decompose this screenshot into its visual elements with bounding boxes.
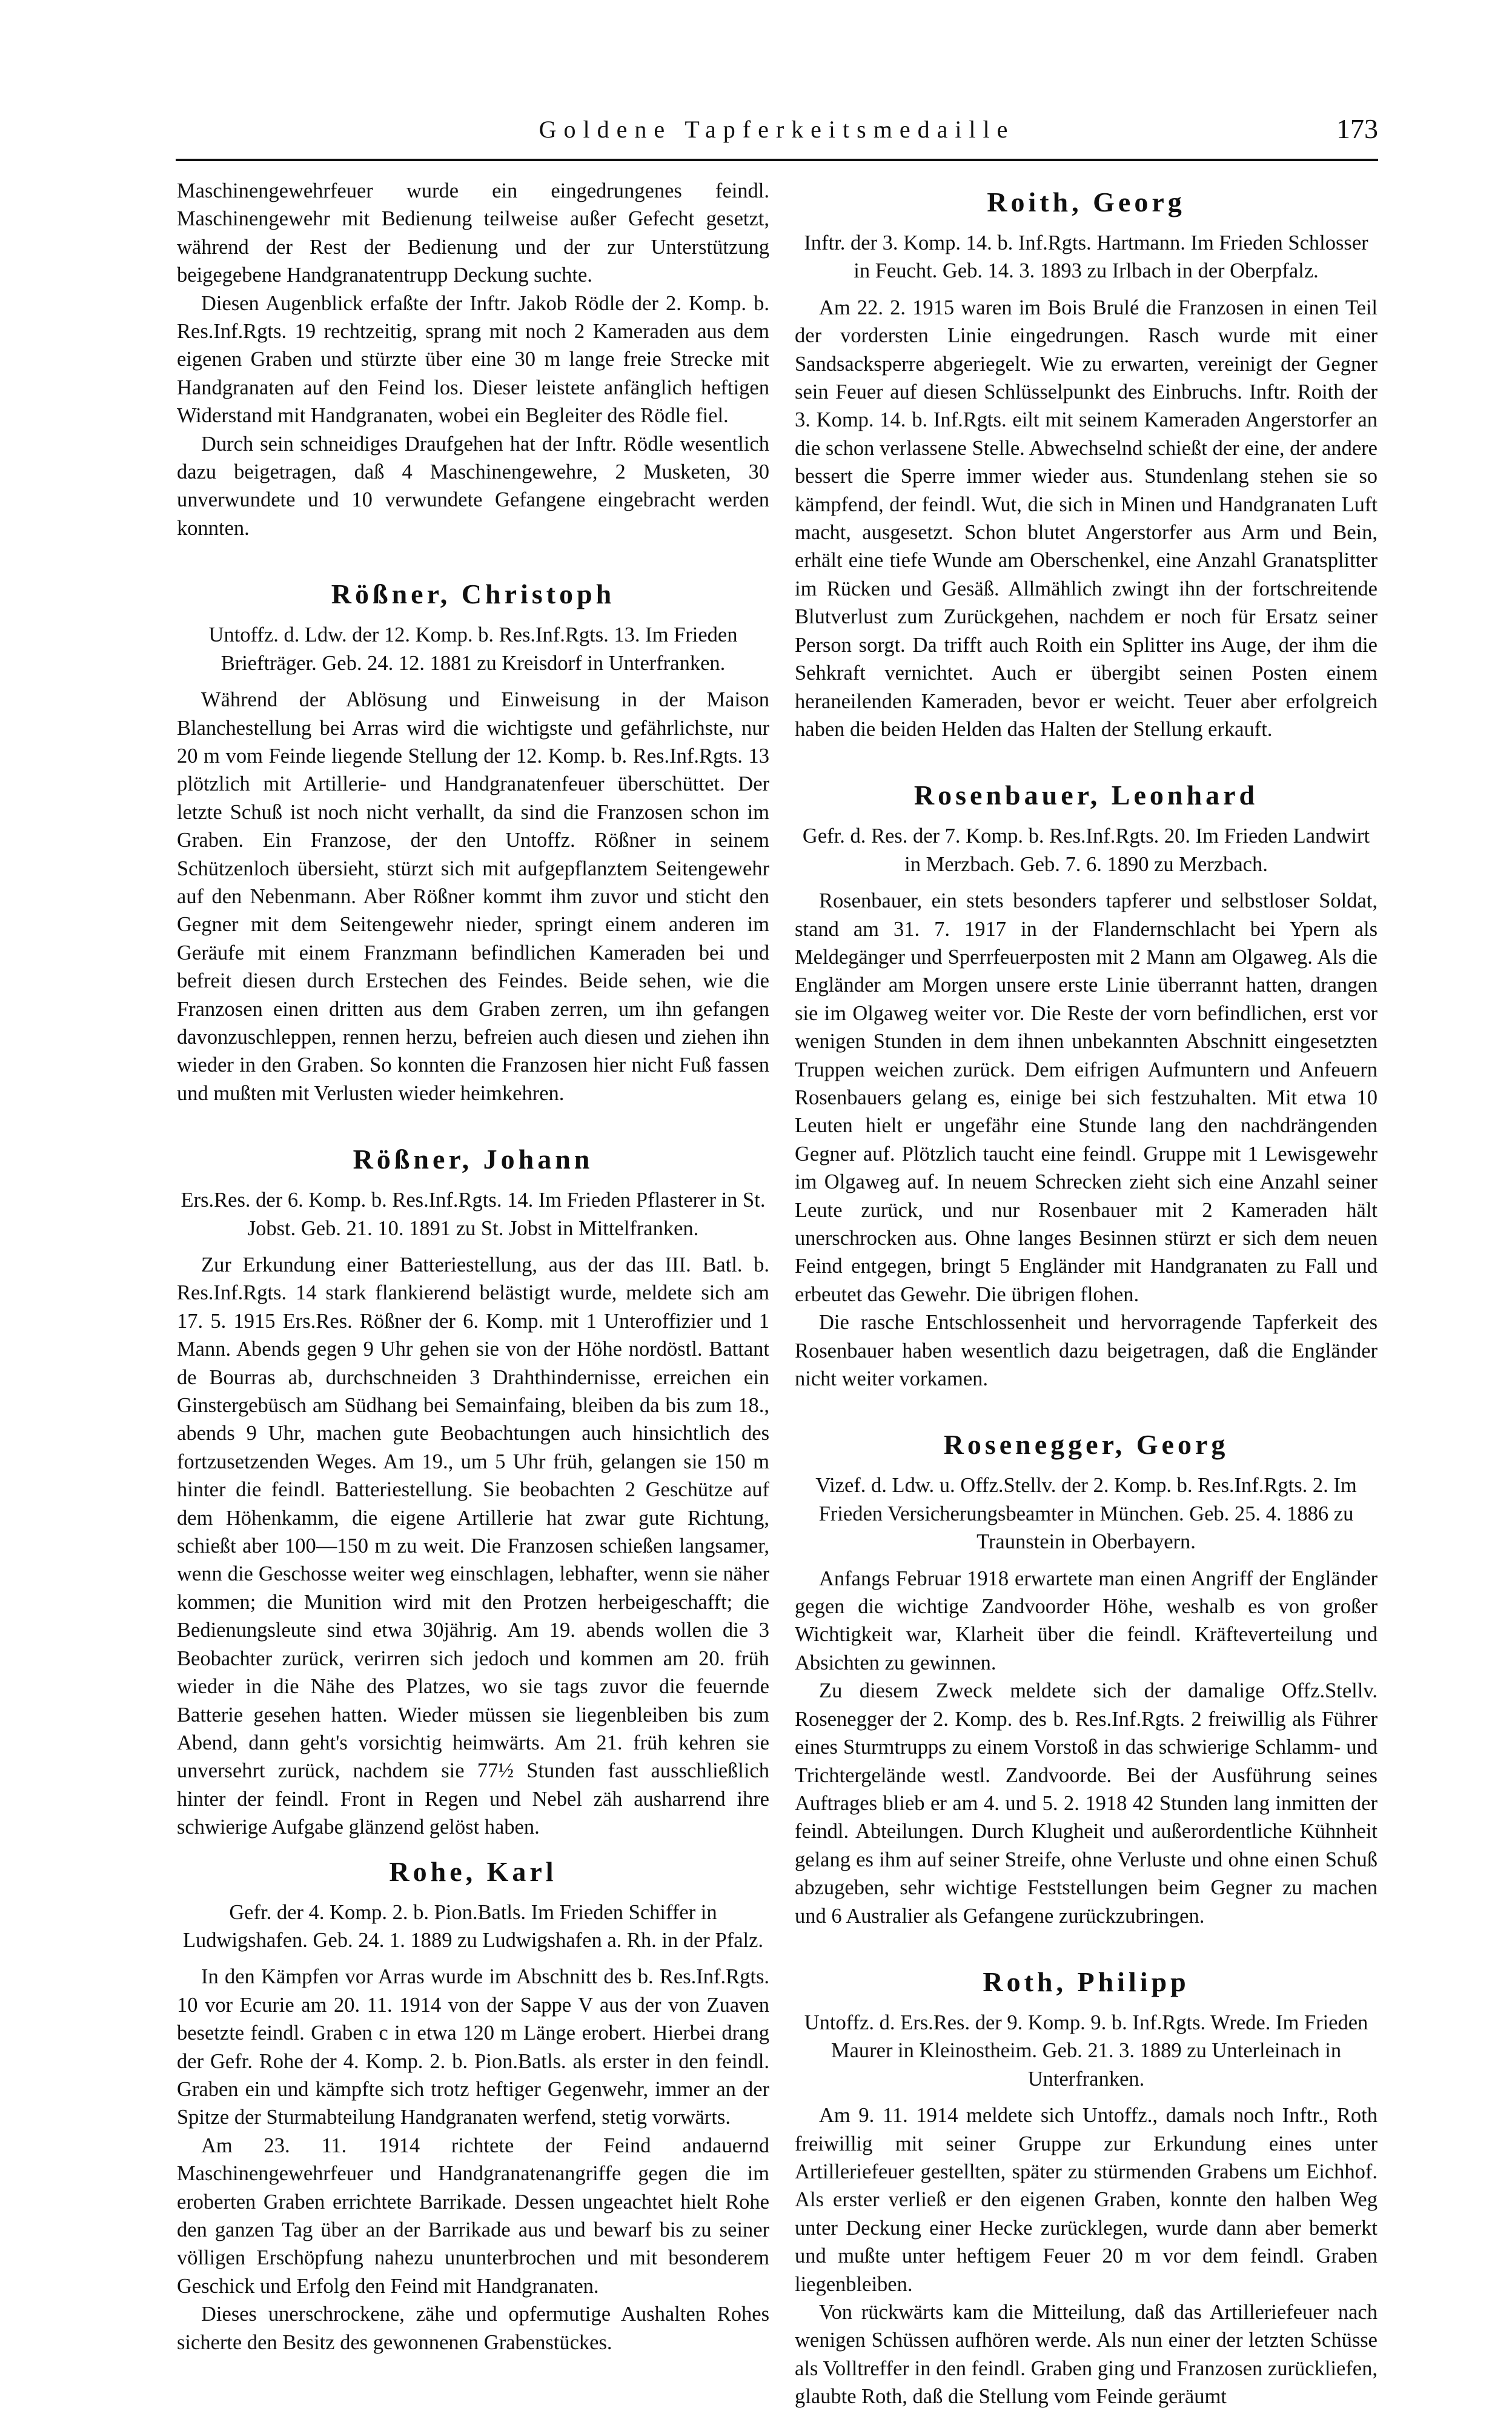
entry-meta: Ers.Res. der 6. Komp. b. Res.Inf.Rgts. 14. Im Frieden Pflasterer in St. Jobst. Geb. 21. 10. 1891 zu St. Jobst in Mittelfranken.	[181, 1189, 766, 1240]
entry-name: Roth, Philipp	[983, 1966, 1190, 1997]
entry-name: Rößner, Christoph	[331, 579, 615, 610]
entry-roessner-christoph	[177, 577, 769, 1107]
running-title: Goldene Tapferkeitsmedaille	[539, 116, 1015, 143]
entry-name: Rosenegger, Georg	[943, 1429, 1229, 1461]
entry-paragraph: Am 23. 11. 1914 richtete der Feind andauernd Maschinengewehrfeuer und Handgranatenangriffe gegen die im eroberten Graben errichtete Barrikade. Dessen ungeachtet hielt Rohe den ganzen Tag über an der Barrikade aus und bewarf bis zu seiner völligen Erschöpfung nahezu ununterbrochen und mit besonderem Geschick und Erfolg den Feind mit Handgranaten.	[177, 2134, 769, 2298]
page-number: 173	[1336, 113, 1378, 144]
entry-paragraph: Rosenbauer, ein stets besonders tapferer und selbstloser Soldat, stand am 31. 7. 1917 in der Flandernschlacht bei Ypern als Meldegänger und Sperrfeuerposten mit 2 Mann am Olgaweg. Als die Engländer am Morgen unsere erste Linie überrannt hatten, drangen sie im Olgaweg weiter vor. Die Reste der vorn befindlichen, erst vor wenigen Stunden in dem ihnen unbekannten Abschnitt eingesetzten Truppen weichen zurück. Dem eifrigen Aufmuntern und Anfeuern Rosenbauers gelang es, einige bei sich festzuhalten. Mit etwa 10 Leuten hielt er ungefähr eine Stunde lang den nachdrängenden Gegner auf. Plötzlich taucht eine feindl. Gruppe mit 1 Lewisgewehr im Olgaweg auf. In neuem Schrecken zieht sich eine Anzahl seiner Leute zurück, und nur Rosenbauer mit 2 Kameraden hält unerschrocken aus. Ohne langes Besinnen stürzt er sich dem neuen Feind entgegen, bringt 5 Engländer mit Handgranaten zu Fall und erbeutet das Gewehr. Die übrigen flohen.	[795, 889, 1378, 1306]
entry-meta: Vizef. d. Ldw. u. Offz.Stellv. der 2. Komp. b. Res.Inf.Rgts. 2. Im Frieden Versicherungsbeamter in München. Geb. 25. 4. 1886 zu Traunstein in Oberbayern.	[815, 1474, 1357, 1554]
entry-roessner-johann	[177, 1142, 769, 1841]
entry-name: Rößner, Johann	[353, 1144, 594, 1175]
header-rule	[176, 159, 1378, 161]
entry-paragraph: Zu diesem Zweck meldete sich der damalige Offz.Stellv. Rosenegger der 2. Komp. des b. Res.Inf.Rgts. 2 freiwillig als Führer eines Sturmtrupps zu einem Vorstoß in das schwierige Schlamm- und Trichtergelände westl. Zandvoorde. Bei der Ausführung seines Auftrages blieb er am 4. und 5. 2. 1918 42 Stunden lang inmitten der feindl. Abteilungen. Durch Klugheit und außerordentliche Kühnheit gelang es ihm auf seiner Streife, ohne Verluste und ohne einen Schuß abzugeben, sehr wichtige Feststellungen beim Gegner zu machen und 6 Australier als Gefangene zurückzubringen.	[795, 1679, 1378, 1928]
entry-paragraph: Am 9. 11. 1914 meldete sich Untoffz., damals noch Inftr., Roth freiwillig mit seiner Gruppe zur Erkundung eines unter Artilleriefeuer gestellten, später zu stürmenden Grabens um Eichhof. Als erster verließ er den eigenen Graben, konnte den halben Weg unter Deckung einer Hecke zurücklegen, wurde dann aber bemerkt und mußte unter heftigem Feuer 20 m vor dem feindl. Graben liegenbleiben.	[795, 2104, 1378, 2296]
continuation-paragraph: Diesen Augenblick erfaßte der Inftr. Jakob Rödle der 2. Komp. b. Res.Inf.Rgts. 19 rechtzeitig, sprang mit noch 2 Kameraden aus dem eigenen Graben und stürzte über eine 30 m lange freie Strecke mit Handgranaten auf den Feind los. Dieser leistete anfänglich heftigen Widerstand mit Handgranaten, wobei ein Begleiter des Rödle fiel.	[177, 291, 769, 428]
entry-meta: Inftr. der 3. Komp. 14. b. Inf.Rgts. Hartmann. Im Frieden Schlosser in Feucht. Geb. 14. 3. 1893 zu Irlbach in der Oberpfalz.	[804, 231, 1368, 283]
continuation-paragraph: Durch sein schneidiges Draufgehen hat der Inftr. Rödle wesentlich dazu beigetragen, daß 4 Maschinengewehre, 2 Musketen, 30 unverwundete und 10 verwundete Gefangene eingebracht werden konnten.	[177, 432, 769, 540]
running-header	[176, 109, 1378, 158]
entry-name: Roith, Georg	[987, 187, 1185, 217]
left-column	[177, 177, 769, 2356]
right-column	[795, 177, 1378, 2411]
entry-meta: Untoffz. d. Ldw. der 12. Komp. b. Res.Inf.Rgts. 13. Im Frieden Briefträger. Geb. 24. 12. 1881 zu Kreisdorf in Unterfranken.	[208, 623, 738, 675]
entry-rosenegger-georg	[795, 1428, 1378, 1930]
entry-paragraph: Während der Ablösung und Einweisung in der Maison Blanchestellung bei Arras wird die wichtigste und gefährlichste, nur 20 m vom Feinde liegende Stellung der 12. Komp. b. Res.Inf.Rgts. 13 plötzlich mit Artillerie- und Handgranatenfeuer überschüttet. Der letzte Schuß ist noch nicht verhallt, da sind die Franzosen schon im Graben. Ein Franzose, der den Untoffz. Rößner in seinem Schützenloch übersieht, stürzt sich mit aufgepflanztem Seitengewehr auf den Nebenmann. Aber Rößner kommt ihm zuvor und sticht den Gegner mit dem Seitengewehr nieder, springt einem anderen im Geräufe mit einem Franzmann befindlichen Kameraden bei und befreit diesen durch Erstechen des Feindes. Beide sehen, wie die Franzosen einen dritten aus dem Graben zerren, um ihn gefangen davonzuschleppen, rennen herzu, befreien auch diesen und ziehen ihn wieder in den Graben. So konnten die Franzosen hier nicht Fuß fassen und mußten mit Verlusten wieder heimkehren.	[177, 688, 769, 1105]
entry-meta: Gefr. der 4. Komp. 2. b. Pion.Batls. Im Frieden Schiffer in Ludwigshafen. Geb. 24. 1. 1889 zu Ludwigshafen a. Rh. in der Pfalz.	[182, 1900, 764, 1952]
entry-paragraph: In den Kämpfen vor Arras wurde im Abschnitt des b. Res.Inf.Rgts. 10 vor Ecurie am 20. 11. 1914 von der Sappe V aus der von Zuaven besetzte feindl. Graben c in etwa 120 m Länge erobert. Hierbei drang der Gefr. Rohe der 4. Komp. 2. b. Pion.Batls. als erster in den feindl. Graben ein und kämpfte sich trotz heftiger Gegenwehr, immer an der Spitze der Sturmabteilung Handgranaten werfend, stetig vorwärts.	[177, 1965, 769, 2129]
entry-name: Rohe, Karl	[389, 1856, 557, 1887]
entry-meta: Untoffz. d. Ers.Res. der 9. Komp. 9. b. Inf.Rgts. Wrede. Im Frieden Maurer in Kleinostheim. Geb. 21. 3. 1889 zu Unterleinach in Unterfranken.	[804, 2011, 1368, 2091]
entry-paragraph: Die rasche Entschlossenheit und hervorragende Tapferkeit des Rosenbauer haben wesentlich dazu beigetragen, daß die Engländer nicht weiter vorkamen.	[795, 1311, 1378, 1391]
entry-paragraph: Zur Erkundung einer Batteriestellung, aus der das III. Batl. b. Res.Inf.Rgts. 14 stark flankierend belästigt wurde, meldete sich am 17. 5. 1915 Ers.Res. Rößner der 6. Komp. mit 1 Unteroffizier und 1 Mann. Abends gegen 9 Uhr gehen sie von der Höhe nordöstl. Battant de Bourras ab, durchschneiden 3 Drahthindernisse, erreichen ein Ginstergebüsch am Südhang bei Semainfaing, bleiben da bis zum 18., abends 9 Uhr, machen gute Beobachtungen auch hinsichtlich des fortzusetzenden Weges. Am 19., um 5 Uhr früh, gelangen sie 150 m hinter die feindl. Batteriestellung. Sie beobachten 2 Geschütze auf dem Höhenkamm, die eigene Artillerie hat zwar gute Richtung, schießt aber 100—150 m zu weit. Die Franzosen schießen langsamer, wenn die Geschosse weiter weg einschlagen, lebhafter, wenn sie näher kommen; die Munition wird mit den Protzen herbeigeschafft; die Bedienungsleute sind etwa 30jährig. Am 19. abends wollen die 3 Beobachter zurück, verirren sich jedoch und kommen am 20. früh wieder in die Nähe des Platzes, wo sie tags zuvor die feuernde Batterie gesehen hatten. Wieder müssen sie liegenbleiben bis zum Abend, dann geht's vorsichtig heimwärts. Am 21. früh kehren sie unversehrt zurück, nachdem sie 77½ Stunden fast ausschließlich hinter der feindl. Front in Regen und Nebel zäh ausharrend ihre schwierige Aufgabe glänzend gelöst haben.	[177, 1253, 769, 1839]
entry-rosenbauer-leonhard	[795, 778, 1378, 1393]
entry-paragraph: Am 22. 2. 1915 waren im Bois Brulé die Franzosen in einen Teil der vordersten Linie eingedrungen. Rasch wurde mit einer Sandsacksperre abgeriegelt. Wie zu erwarten, vereinigt der Gegner sein Feuer auf diesen Schlüsselpunkt des Einbruchs. Inftr. Roith der 3. Komp. 14. b. Inf.Rgts. eilt mit seinem Kameraden Angerstorfer an die schon verlassene Stelle. Abwechselnd schießt der eine, der andere bessert die Sperre immer wieder aus. Stundenlang stehen sie so kämpfend, der feindl. Wut, die sich in Minen und Handgranaten Luft macht, ausgesetzt. Schon blutet Angerstorfer aus Arm und Bein, erhält eine tiefe Wunde am Oberschenkel, eine Anzahl Granatsplitter im Rücken und Gesäß. Allmählich zwingt ihn der fortschreitende Blutverlust zum Zurückgehen, nachdem er noch für Ersatz seiner Person sorgt. Da trifft auch Roith ein Splitter ins Auge, der ihm die Sehkraft vernichtet. Auch er übergibt seinen Posten einem heraneilenden Kameraden, bevor er weicht. Teuer aber erfolgreich haben die beiden Helden das Halten der Stellung erkauft.	[795, 296, 1378, 741]
entry-name: Rosenbauer, Leonhard	[913, 780, 1259, 811]
entry-paragraph: Anfangs Februar 1918 erwartete man einen Angriff der Engländer gegen die wichtige Zandvoorder Höhe, weshalb es von großer Wichtigkeit war, Klarheit über die feindl. Kräfteverteilung und Absichten zu gewinnen.	[795, 1567, 1378, 1674]
entry-paragraph: Dieses unerschrockene, zähe und opfermutige Aushalten Rohes sicherte den Besitz des gewonnenen Grabenstückes.	[177, 2303, 769, 2354]
entry-roth-philipp	[795, 1965, 1378, 2411]
continuation-paragraph: Maschinengewehrfeuer wurde ein eingedrungenes feindl. Maschinengewehr mit Bedienung teilweise außer Gefecht gesetzt, während der Rest der Bedienung und der zur Unterstützung beigegebene Handgranatentrupp Deckung suchte.	[177, 179, 769, 287]
entry-meta: Gefr. d. Res. der 7. Komp. b. Res.Inf.Rgts. 20. Im Frieden Landwirt in Merzbach. Geb. 7. 6. 1890 zu Merzbach.	[802, 824, 1370, 876]
entry-paragraph: Von rückwärts kam die Mitteilung, daß das Artilleriefeuer nach wenigen Schüssen aufhören werde. Als nun einer der letzten Schüsse als Volltreffer in den feindl. Graben ging und Franzosen zurückliefen, glaubte Roth, daß die Stellung vom Feinde geräumt	[795, 2301, 1378, 2409]
entry-roith-georg	[795, 185, 1378, 743]
entry-rohe-karl	[177, 1855, 769, 2357]
